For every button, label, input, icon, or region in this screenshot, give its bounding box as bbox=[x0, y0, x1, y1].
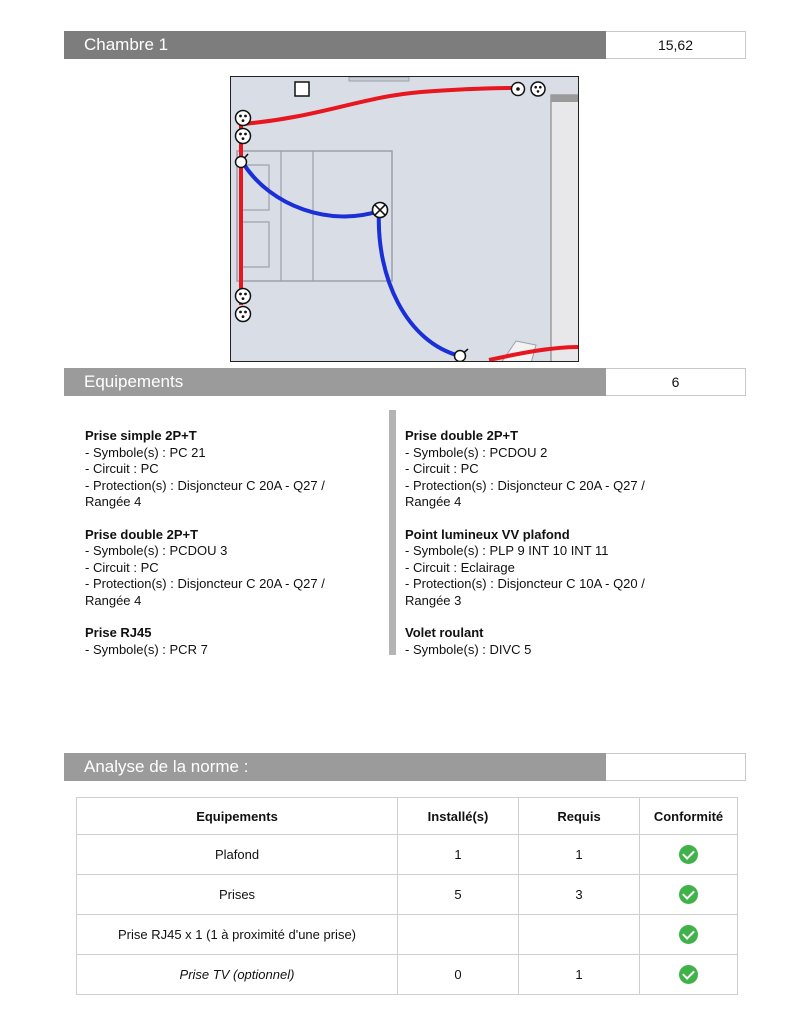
wire-lighting-2 bbox=[379, 211, 460, 356]
equipment-detail-line: - Symbole(s) : PCDOU 2 bbox=[405, 444, 548, 460]
cell-equipement: Plafond bbox=[77, 835, 398, 875]
socket-icon bbox=[236, 289, 251, 304]
socket-icon bbox=[236, 111, 251, 126]
wire-lighting-1 bbox=[243, 163, 379, 216]
volet-roulant-symbol bbox=[295, 82, 309, 96]
equipment-detail-line: - Symbole(s) : PC 21 bbox=[85, 444, 206, 460]
table-row bbox=[77, 955, 738, 995]
equipment-list-left bbox=[85, 428, 385, 674]
cell-requis: 3 bbox=[519, 875, 640, 915]
equipment-detail-line: - Symbole(s) : DIVC 5 bbox=[405, 641, 532, 657]
switch-icon bbox=[455, 349, 469, 362]
socket-icon bbox=[236, 129, 251, 144]
pillow bbox=[241, 222, 269, 267]
equipment-detail-line: - Circuit : PC bbox=[405, 461, 479, 476]
bed-outline bbox=[237, 151, 392, 281]
cell-installes: 5 bbox=[398, 875, 519, 915]
cell-conformite bbox=[640, 875, 738, 915]
wardrobe bbox=[551, 95, 579, 362]
cell-equipement: Prises bbox=[77, 875, 398, 915]
equipment-detail-line: - Protection(s) : Disjoncteur C 20A - Q27 / bbox=[85, 576, 325, 591]
table-row bbox=[77, 915, 738, 955]
equipment-list-right bbox=[405, 428, 705, 674]
equipment-name: Prise RJ45 bbox=[85, 625, 152, 640]
equipment-name: Point lumineux VV plafond bbox=[405, 526, 570, 542]
equipment-detail-line: - Circuit : PC bbox=[85, 461, 159, 476]
cell-requis: 1 bbox=[519, 835, 640, 875]
equipment-item bbox=[405, 625, 705, 658]
cell-conformite bbox=[640, 915, 738, 955]
equipment-detail-line: - Protection(s) : Disjoncteur C 20A - Q27 / bbox=[85, 477, 325, 493]
cell-requis: 1 bbox=[519, 955, 640, 995]
room-title: Chambre 1 bbox=[64, 31, 606, 59]
equipment-detail-line: Rangée 4 bbox=[85, 494, 142, 509]
room-header bbox=[64, 31, 746, 59]
equipment-name: Prise double 2P+T bbox=[405, 428, 519, 443]
check-icon bbox=[679, 925, 698, 944]
check-icon bbox=[679, 845, 698, 864]
cell-installes: 0 bbox=[398, 955, 519, 995]
equipment-detail-line: - Symbole(s) : PCDOU 3 bbox=[85, 543, 228, 558]
check-icon bbox=[679, 965, 698, 984]
equipment-item bbox=[85, 527, 385, 610]
table-row bbox=[77, 875, 738, 915]
equipment-detail-line: - Circuit : Eclairage bbox=[405, 559, 515, 575]
room-area-value: 15,62 bbox=[606, 31, 746, 59]
equipements-header bbox=[64, 368, 746, 396]
check-icon bbox=[679, 885, 698, 904]
equipment-name: Prise double 2P+T bbox=[85, 526, 199, 542]
table-row bbox=[77, 835, 738, 875]
cell-equipement: Prise TV (optionnel) bbox=[77, 955, 398, 995]
equipment-detail-line: - Symbole(s) : PLP 9 INT 10 INT 11 bbox=[405, 543, 609, 558]
equipment-item bbox=[405, 428, 705, 511]
cell-conformite bbox=[640, 955, 738, 995]
equipements-title: Equipements bbox=[64, 368, 606, 396]
equipment-item bbox=[85, 625, 385, 658]
analyse-header bbox=[64, 753, 746, 781]
floor-plan bbox=[230, 76, 579, 362]
equipment-detail-line: - Protection(s) : Disjoncteur C 20A - Q27 / bbox=[405, 477, 645, 493]
rj45-socket-icon bbox=[512, 83, 525, 96]
equipment-detail-line: Rangée 4 bbox=[405, 494, 462, 509]
equipment-detail-line: Rangée 3 bbox=[405, 592, 462, 608]
header-requis: Requis bbox=[519, 798, 640, 835]
norm-table bbox=[76, 797, 738, 995]
equipment-detail-line: - Symbole(s) : PCR 7 bbox=[85, 641, 208, 657]
equipment-detail-line: - Protection(s) : Disjoncteur C 10A - Q20 / bbox=[405, 576, 645, 591]
equipment-item bbox=[85, 428, 385, 511]
floor-plan-drawing bbox=[231, 77, 579, 362]
equipment-item bbox=[405, 527, 705, 610]
cell-equipement: Prise RJ45 x 1 (1 à proximité d'une prise) bbox=[77, 915, 398, 955]
header-installes: Installé(s) bbox=[398, 798, 519, 835]
ceiling-light-icon bbox=[373, 203, 388, 218]
cell-installes bbox=[398, 915, 519, 955]
equipment-detail-line: Rangée 4 bbox=[85, 592, 142, 608]
cell-installes: 1 bbox=[398, 835, 519, 875]
cell-conformite bbox=[640, 835, 738, 875]
equipment-name: Volet roulant bbox=[405, 625, 484, 640]
wire-pc-top bbox=[243, 88, 516, 124]
header-equipements: Equipements bbox=[77, 798, 398, 835]
analyse-value bbox=[606, 753, 746, 781]
column-divider bbox=[389, 410, 396, 655]
socket-icon bbox=[236, 307, 251, 322]
equipment-detail-line: - Circuit : PC bbox=[85, 559, 159, 575]
cell-requis bbox=[519, 915, 640, 955]
equipements-count: 6 bbox=[606, 368, 746, 396]
equipment-name: Prise simple 2P+T bbox=[85, 428, 197, 443]
analyse-title: Analyse de la norme : bbox=[64, 753, 606, 781]
table-header-row bbox=[77, 798, 738, 835]
header-conformite: Conformité bbox=[640, 798, 738, 835]
socket-icon bbox=[531, 82, 545, 96]
